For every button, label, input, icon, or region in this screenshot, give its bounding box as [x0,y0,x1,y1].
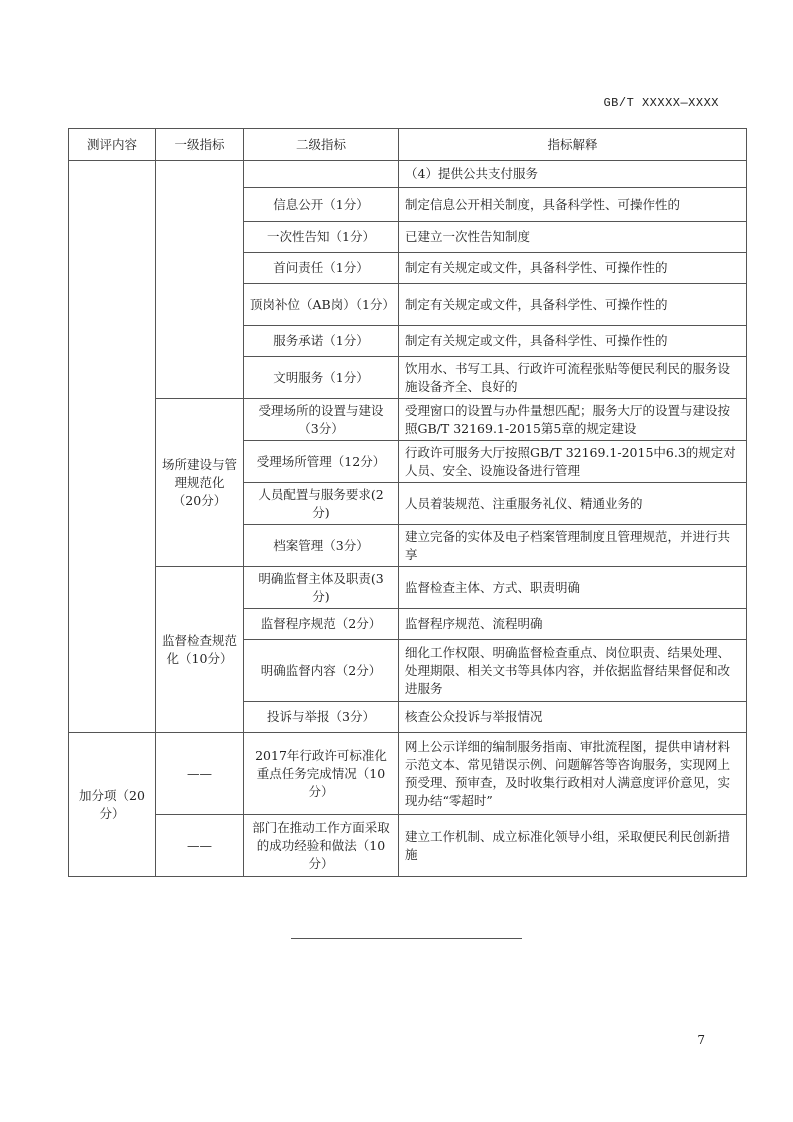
level2-cell: 明确监督内容（2分） [244,640,399,702]
level2-cell: 受理场所管理（12分） [244,441,399,483]
table-row [69,733,747,815]
table-row [69,399,747,441]
explanation-cell: 网上公示详细的编制服务指南、审批流程图，提供申请材料示范文本、常见错误示例、问题解答等咨询服务，实现网上预受理、预审查，及时收集行政相对人满意度评价意见，实现办结“零超时” [399,733,747,815]
table-row [69,567,747,609]
explanation-cell: 人员着装规范、注重服务礼仪、精通业务的 [399,483,747,525]
level2-cell: 顶岗补位（AB岗）（1分） [244,284,399,326]
table-row [69,161,747,188]
table-row [69,815,747,877]
level1-cell-empty [156,161,244,399]
evaluation-table [68,128,747,877]
explanation-cell: 核查公众投诉与举报情况 [399,702,747,733]
col-header-level2: 二级指标 [244,129,399,161]
level2-cell: 受理场所的设置与建设（3分） [244,399,399,441]
explanation-cell: 行政许可服务大厅按照GB/T 32169.1-2015中6.3的规定对人员、安全、设施设备进行管理 [399,441,747,483]
level1-cell: —— [156,815,244,877]
level2-cell: 服务承诺（1分） [244,326,399,357]
col-header-level1: 一级指标 [156,129,244,161]
explanation-cell: 制定有关规定或文件，具备科学性、可操作性的 [399,326,747,357]
level2-cell: 人员配置与服务要求(2分) [244,483,399,525]
end-of-text-line [291,938,522,939]
content-cell-empty [69,161,156,733]
level2-cell: 首问责任（1分） [244,253,399,284]
explanation-cell: 制定有关规定或文件，具备科学性、可操作性的 [399,284,747,326]
content-cell: 加分项（20分） [69,733,156,877]
table-header-row [69,129,747,161]
explanation-cell: 细化工作权限、明确监督检查重点、岗位职责、结果处理、处理期限、相关文书等具体内容，并依据监督结果督促和改进服务 [399,640,747,702]
level2-cell [244,161,399,188]
explanation-cell: 受理窗口的设置与办件量想匹配；服务大厅的设置与建设按照GB/T 32169.1-2015第5章的规定建设 [399,399,747,441]
level2-cell: 投诉与举报（3分） [244,702,399,733]
level2-cell: 文明服务（1分） [244,357,399,399]
level1-cell: 监督检查规范化（10分） [156,567,244,733]
explanation-cell: 监督检查主体、方式、职责明确 [399,567,747,609]
explanation-cell: 建立完备的实体及电子档案管理制度且管理规范，并进行共享 [399,525,747,567]
level2-cell: 监督程序规范（2分） [244,609,399,640]
explanation-cell: 监督程序规范、流程明确 [399,609,747,640]
level2-cell: 信息公开（1分） [244,188,399,222]
level2-cell: 明确监督主体及职责(3分) [244,567,399,609]
level2-cell: 2017年行政许可标准化重点任务完成情况（10分） [244,733,399,815]
level2-cell: 档案管理（3分） [244,525,399,567]
explanation-cell: 建立工作机制、成立标准化领导小组，采取便民利民创新措施 [399,815,747,877]
explanation-cell: 制定有关规定或文件，具备科学性、可操作性的 [399,253,747,284]
col-header-content: 测评内容 [69,129,156,161]
level1-cell: —— [156,733,244,815]
page-number: 7 [697,1033,705,1047]
explanation-cell: 制定信息公开相关制度，具备科学性、可操作性的 [399,188,747,222]
explanation-cell: 饮用水、书写工具、行政许可流程张贴等便民利民的服务设施设备齐全、良好的 [399,357,747,399]
standard-code: GB/T XXXXX—XXXX [603,96,719,110]
explanation-cell: 已建立一次性告知制度 [399,222,747,253]
explanation-cell: （4）提供公共支付服务 [399,161,747,188]
level2-cell: 一次性告知（1分） [244,222,399,253]
level2-cell: 部门在推动工作方面采取的成功经验和做法（10分） [244,815,399,877]
col-header-explanation: 指标解释 [399,129,747,161]
level1-cell: 场所建设与管理规范化（20分） [156,399,244,567]
